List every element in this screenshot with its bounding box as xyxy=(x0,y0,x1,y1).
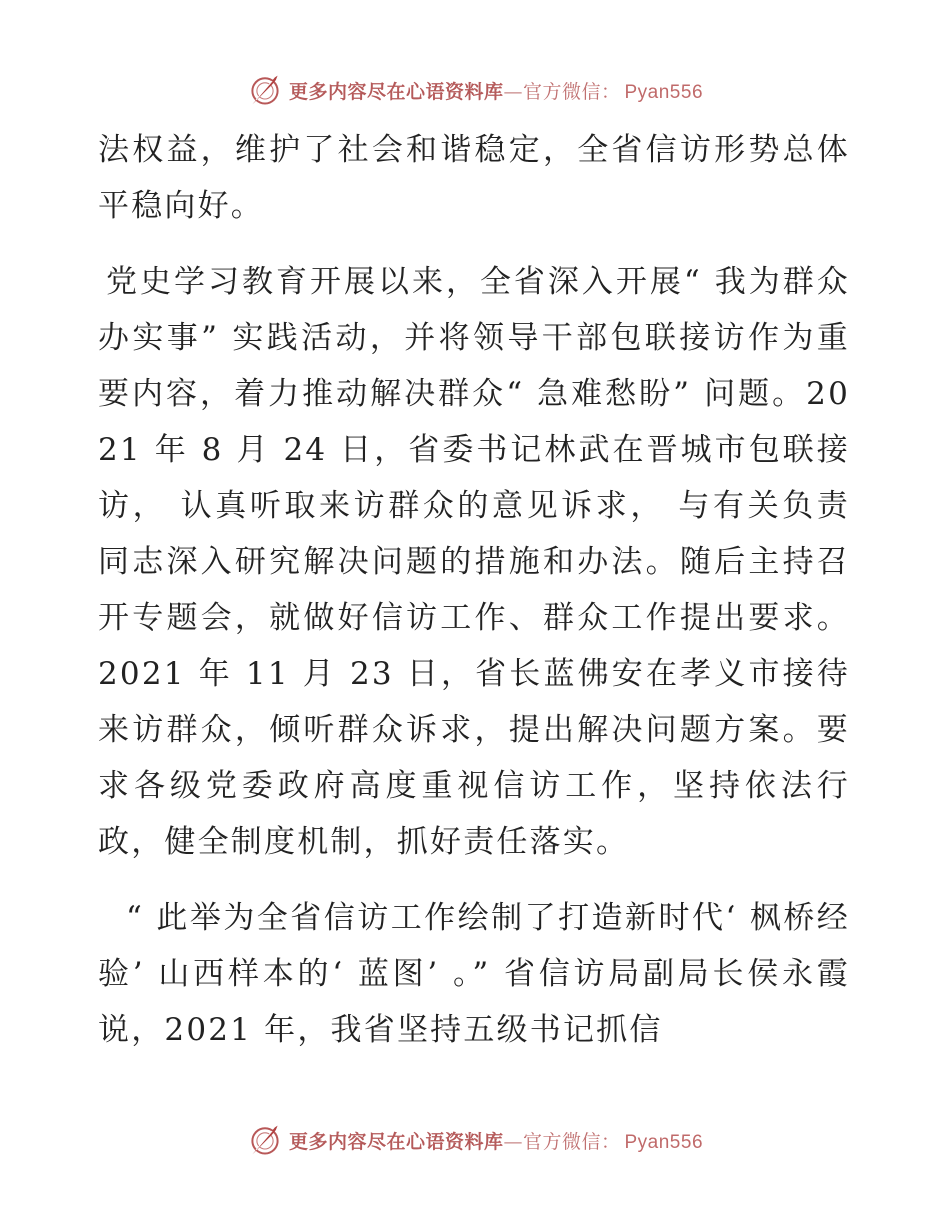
footer-separator: — xyxy=(503,1130,523,1153)
footer-wechat-label: 官方微信： xyxy=(522,1130,621,1153)
quill-logo-icon xyxy=(247,1122,283,1158)
header-wechat-handle: Pyan556 xyxy=(624,81,704,103)
footer-watermark-banner xyxy=(0,1120,950,1160)
paragraph-2: 党史学习教育开展以来，全省深入开展“ 我为群众办实事” 实践活动，并将领导干部包联接访作为重要内容，着力推动解决群众“ 急难愁盼” 问题。2021 年 8 月 24 日，省委书记林武在晋城市包联接访， 认真听取来访群众的意见诉求， 与有关负责同志深入研究解决问题的措施和办法。随后主持召开专题会，就做好信访工作、群众工作提出要求。2021 年 11 月 23 日，省长蓝佛安在孝义市接待来访群众，倾听群众诉求，提出解决问题方案。要求各级党委政府高度重视信访工作，坚持依法行政，健全制度机制，抓好责任落实。 xyxy=(98,264,850,860)
header-watermark-banner xyxy=(0,70,950,110)
document-body xyxy=(98,122,850,1058)
quill-logo-icon xyxy=(247,72,283,108)
footer-watermark-text xyxy=(289,1127,703,1154)
header-wechat-label: 官方微信： xyxy=(522,80,621,103)
header-watermark-text xyxy=(289,77,703,104)
header-separator: — xyxy=(503,80,523,103)
paragraph-3: “ 此举为全省信访工作绘制了打造新时代‘ 枫桥经验’ 山西样本的‘ 蓝图’ 。” 省信访局副局长侯永霞说，2021 年，我省坚持五级书记抓信 xyxy=(98,900,850,1048)
footer-brand-text: 更多内容尽在心语资料库 xyxy=(288,1130,504,1153)
footer-wechat-handle: Pyan556 xyxy=(624,1131,704,1153)
header-brand-text: 更多内容尽在心语资料库 xyxy=(288,80,504,103)
paragraph-1: 法权益，维护了社会和谐稳定，全省信访形势总体平稳向好。 xyxy=(98,132,850,224)
